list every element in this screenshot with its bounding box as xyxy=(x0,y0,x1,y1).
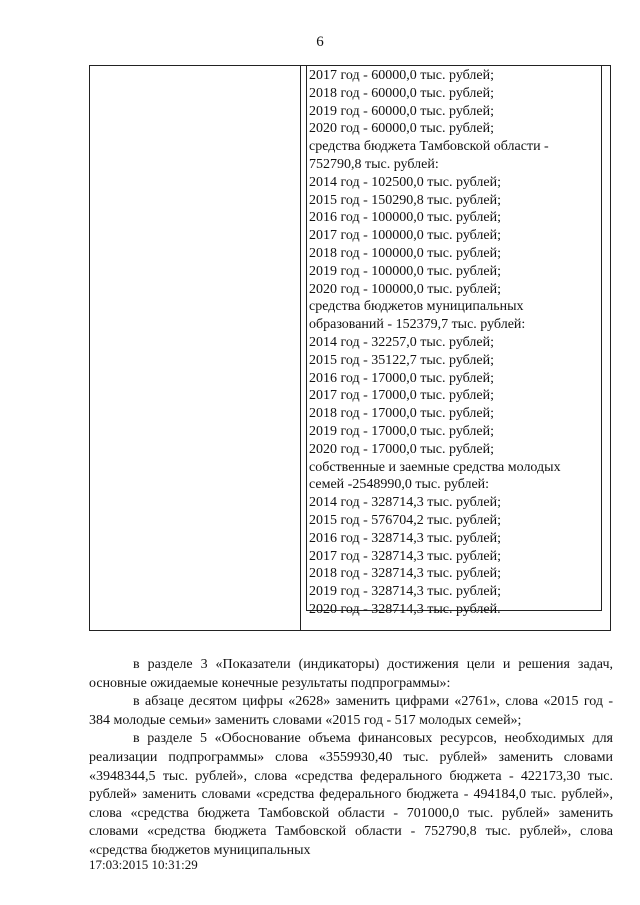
funding-line: 2018 год - 60000,0 тыс. рублей; xyxy=(309,85,495,101)
document-body xyxy=(89,656,613,861)
funding-line: 2019 год - 328714,3 тыс. рублей; xyxy=(309,584,502,600)
print-timestamp: 17:03:2015 10:31:29 xyxy=(89,857,198,872)
funding-line: 2015 год - 576704,2 тыс. рублей; xyxy=(309,512,502,528)
funding-line: 2015 год - 150290,8 тыс. рублей; xyxy=(309,192,502,208)
funding-line: 2016 год - 328714,3 тыс. рублей; xyxy=(309,530,502,546)
funding-line: 2017 год - 17000,0 тыс. рублей; xyxy=(309,388,495,404)
funding-line: средства бюджета Тамбовской области - xyxy=(309,139,549,155)
funding-line: 2014 год - 102500,0 тыс. рублей; xyxy=(309,174,502,190)
funding-line: 2018 год - 328714,3 тыс. рублей; xyxy=(309,566,502,582)
funding-line: 2014 год - 328714,3 тыс. рублей; xyxy=(309,495,502,511)
table-right-column xyxy=(301,66,602,630)
funding-line: 2015 год - 35122,7 тыс. рублей; xyxy=(309,352,495,368)
funding-lines-list xyxy=(309,67,599,619)
table-left-column xyxy=(90,66,301,630)
funding-line: 2019 год - 17000,0 тыс. рублей; xyxy=(309,423,495,439)
page-number: 6 xyxy=(316,34,324,50)
funding-line: 2020 год - 100000,0 тыс. рублей; xyxy=(309,281,502,297)
funding-line: 2016 год - 100000,0 тыс. рублей; xyxy=(309,210,502,226)
funding-line: 2020 год - 328714,3 тыс. рублей. xyxy=(309,601,501,617)
financing-table xyxy=(89,65,611,631)
funding-line: 2018 год - 100000,0 тыс. рублей; xyxy=(309,245,502,261)
paragraph-section-3: в разделе 3 «Показатели (индикаторы) достижения цели и решения задач, основные ожидаемые конечные результаты подпрограммы»: xyxy=(89,657,613,691)
funding-line: 2017 год - 60000,0 тыс. рублей; xyxy=(309,68,495,83)
funding-line: 2018 год - 17000,0 тыс. рублей; xyxy=(309,406,495,422)
funding-line: 752790,8 тыс. рублей: xyxy=(309,156,439,172)
funding-line: 2017 год - 328714,3 тыс. рублей; xyxy=(309,548,502,564)
funding-line: 2016 год - 17000,0 тыс. рублей; xyxy=(309,370,495,386)
funding-line: средства бюджетов муниципальных xyxy=(309,299,524,315)
funding-line: 2020 год - 17000,0 тыс. рублей; xyxy=(309,441,495,457)
funding-line: 2017 год - 100000,0 тыс. рублей; xyxy=(309,228,502,244)
funding-line: 2014 год - 32257,0 тыс. рублей; xyxy=(309,334,495,350)
funding-line: образований - 152379,7 тыс. рублей: xyxy=(309,317,526,333)
paragraph-section-5: в разделе 5 «Обоснование объема финансовых ресурсов, необходимых для реализации подпрограммы» слова «3559930,40 тыс. рублей» заменить словами «3948344,5 тыс. рублей», слова «средства федерального бюджета - 422173,30 тыс. рублей» заменить словами «средства федерального бюджета - 494184,0 тыс. рублей», слова «средства бюджета Тамбовской области - 701000,0 тыс. рублей» заменить словами «средства бюджета Тамбовской области - 752790,8 тыс. рублей», слова «средства бюджетов муниципальных xyxy=(89,731,613,858)
paragraph-indicator-change: в абзаце десятом цифры «2628» заменить цифрами «2761», слова «2015 год - 384 молодые семьи» заменить словами «2015 год - 517 молодых семей»; xyxy=(89,694,613,728)
funding-line: семей -2548990,0 тыс. рублей: xyxy=(309,477,490,493)
funding-line: 2019 год - 100000,0 тыс. рублей; xyxy=(309,263,502,279)
funding-line: 2020 год - 60000,0 тыс. рублей; xyxy=(309,121,495,137)
funding-line: 2019 год - 60000,0 тыс. рублей; xyxy=(309,103,495,119)
funding-line: собственные и заемные средства молодых xyxy=(309,459,561,475)
